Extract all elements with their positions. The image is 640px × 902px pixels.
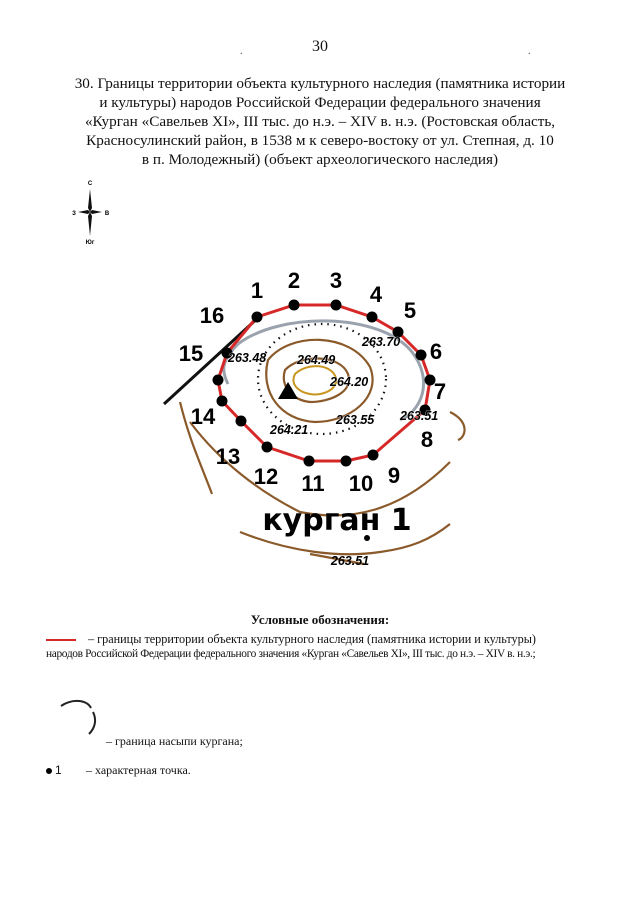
point-label-15: 15 [178, 341, 204, 366]
legend-title: Условные обозначения: [250, 612, 390, 627]
point-label-14: 14 [190, 404, 216, 429]
legend-point-number: 1 [55, 763, 62, 777]
page-number: 30 [312, 38, 328, 55]
point-marker-13 [236, 416, 247, 427]
point-label-8: 8 [420, 427, 434, 452]
point-marker-3 [331, 300, 342, 311]
spot-elevation: 263.51 [330, 554, 370, 568]
point-marker-6 [416, 350, 427, 361]
title-line: Красносулинский район, в 1538 м к северо-востоку от ул. Степная, д. 10 [86, 132, 554, 149]
compass-needle-south [88, 212, 92, 236]
point-label-2: 2 [287, 268, 301, 293]
point-label-11: 11 [301, 471, 325, 496]
point-label-7: 7 [433, 379, 447, 404]
legend-mound-text: – граница насыпи кургана; [106, 734, 243, 748]
elevation-label: 264.20 [330, 375, 369, 389]
point-marker-10 [341, 456, 352, 467]
legend-boundary-item [46, 632, 586, 647]
title-line: и культуры) народов Российской Федерации федерального значения [99, 94, 541, 111]
compass-needle-east [90, 210, 102, 214]
legend-point-text: – характерная точка. [86, 763, 191, 777]
compass-west: З [72, 211, 76, 217]
point-label-12: 12 [253, 464, 279, 489]
point-label-10: 10 [348, 471, 374, 496]
elevation-label: 263.51 [400, 409, 439, 423]
compass-north: С [87, 181, 93, 187]
mound-name: курган 1 [262, 503, 412, 538]
compass-needle-west [78, 210, 90, 214]
site-plan-map [150, 262, 490, 578]
elevation-label: 264.49 [297, 353, 336, 367]
red-line-symbol [46, 639, 76, 641]
point-label-13: 13 [215, 444, 241, 469]
point-label-1: 1 [250, 278, 264, 303]
scan-dot-right: . [528, 46, 531, 57]
point-label-6: 6 [429, 339, 443, 364]
point-label-3: 3 [329, 268, 343, 293]
point-marker-1 [252, 312, 263, 323]
title-line: «Курган «Савельев XI», III тыс. до н.э. – XIV в. н.э. (Ростовская область, [84, 113, 556, 130]
point-bullet-icon [46, 768, 52, 774]
point-marker-9 [368, 450, 379, 461]
legend-boundary-text: – границы территории объекта культурного наследия (памятника истории и культуры) [88, 632, 536, 646]
point-marker-14 [217, 396, 228, 407]
elevation-label: 263.70 [362, 335, 401, 349]
point-marker-15 [213, 375, 224, 386]
compass-south: Юг [85, 240, 95, 246]
compass-needle-north [88, 189, 92, 212]
document-title [60, 74, 580, 169]
point-label-4: 4 [369, 282, 383, 307]
point-marker-12 [262, 442, 273, 453]
compass-rose [70, 178, 110, 248]
point-label-16: 16 [199, 303, 225, 328]
scan-dot-left: . [240, 46, 243, 57]
point-marker-2 [289, 300, 300, 311]
elevation-label: 264.21 [270, 423, 309, 437]
point-label-5: 5 [403, 298, 417, 323]
contour-line [450, 412, 465, 440]
title-line: 30. Границы территории объекта культурного наследия (памятника истории [74, 75, 566, 92]
point-marker-11 [304, 456, 315, 467]
legend-boundary-continuation: народов Российской Федерации федерального значения «Курган «Савельев XI», III тыс. до н.э. – XIV в. н.э.; [46, 648, 536, 660]
title-line: в п. Молодежный) (объект археологического наследия) [141, 151, 499, 168]
point-label-9: 9 [387, 463, 401, 488]
mound-boundary-symbol [55, 698, 105, 738]
point-marker-4 [367, 312, 378, 323]
compass-east: В [104, 211, 110, 217]
legend-point-symbol [46, 763, 62, 777]
elevation-label: 263.48 [228, 351, 267, 365]
elevation-label: 263.55 [336, 413, 375, 427]
